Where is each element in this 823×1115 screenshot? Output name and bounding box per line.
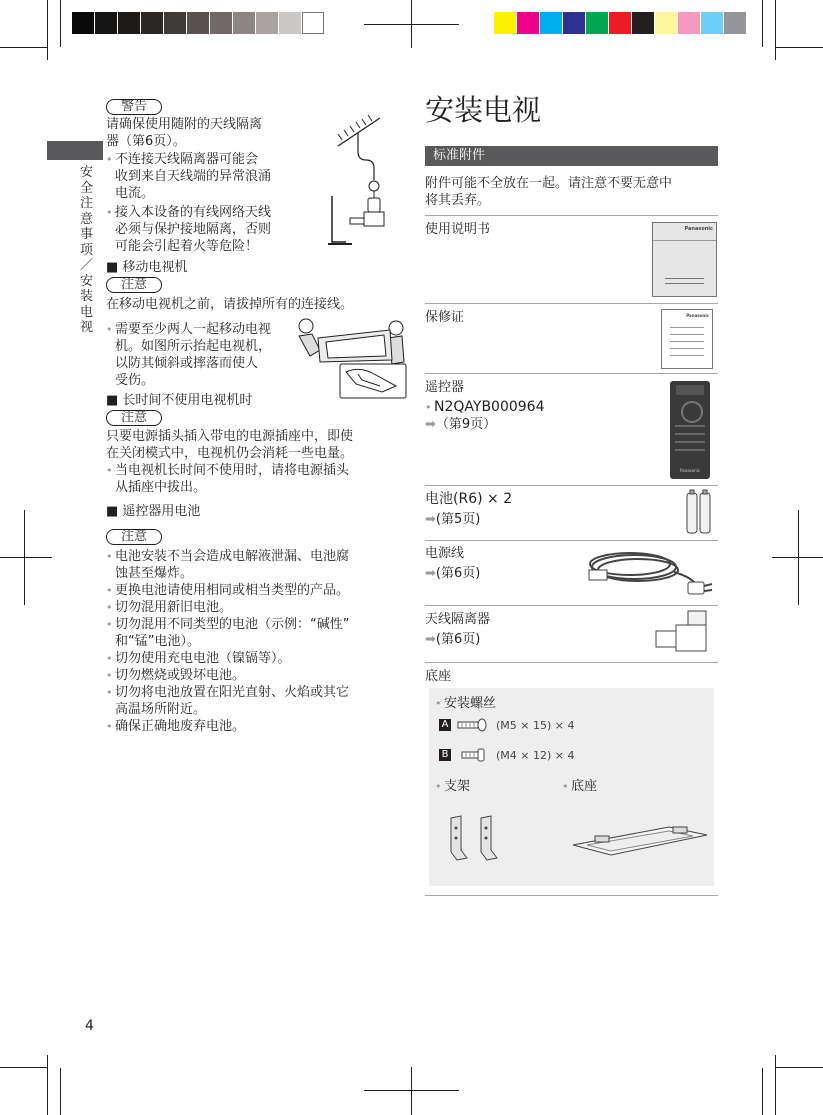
intro-text: 附件可能不全放在一起。请注意不要无意中 将其丢弃。 (425, 176, 673, 208)
battery-bullet: • 切勿燃烧或毁坏电池。 (106, 667, 245, 684)
crop-mark (798, 510, 799, 605)
item-power-cord: 电源线 (425, 546, 465, 561)
note-label: 注意 (106, 410, 162, 426)
battery-bullet: • 切勿混用不同类型的电池（示例：“碱性” 和“锰”电池）。 (106, 616, 349, 650)
warning-bullet: • 接入本设备的有线网络天线 必须与保护接地隔离，否则 可能会引起着火等危险！ (106, 204, 271, 255)
moving-tv-illustration (296, 316, 408, 400)
warning-bullet: • 不连接天线隔离器可能会 收到来自天线端的异常浪涌 电流。 (106, 151, 271, 202)
item-stand: 底座 (425, 669, 452, 684)
remote-battery-heading: ■ 遥控器用电池 (106, 504, 201, 519)
crop-mark (60, 1068, 61, 1115)
side-tab-block (47, 141, 103, 160)
crop-mark (60, 0, 61, 47)
crop-mark (762, 1068, 763, 1115)
base-label: • 底座 (562, 778, 597, 795)
crop-mark (47, 1055, 48, 1115)
warning-label: 警告 (106, 99, 162, 115)
battery-bullet: • 切勿混用新旧电池。 (106, 599, 232, 616)
section-header-bar (425, 146, 718, 166)
move-heading: ■ 移动电视机 (106, 260, 188, 275)
bracket-label: • 支架 (435, 778, 470, 795)
item-antenna-isolator: 天线隔离器 (425, 612, 491, 627)
divider (425, 215, 718, 216)
warning-text: 请确保使用随附的天线隔离 器（第6页）。 (106, 117, 263, 149)
screws-label: • 安装螺丝 (435, 695, 496, 712)
crop-mark (762, 0, 763, 47)
antenna-isolator-illustration (318, 108, 398, 248)
note-label: 注意 (106, 529, 162, 545)
battery-bullet: • 确保正确地废弃电池。 (106, 718, 245, 735)
screw-b-icon (461, 748, 489, 762)
page-title: 安装电视 (425, 93, 542, 127)
crop-mark (775, 1055, 776, 1115)
manual-image: Panasonic (652, 222, 717, 297)
power-cord-image (584, 542, 716, 600)
divider (425, 895, 718, 896)
battery-bullet: • 更换电池请使用相同或相当类型的产品。 (106, 582, 349, 599)
screw-b-letter: B (439, 749, 451, 761)
remote-model: • N2QAYB000964 (425, 399, 545, 416)
battery-bullet: • 切勿使用充电电池（镍镉等）。 (106, 650, 291, 667)
crop-mark (364, 1090, 459, 1091)
move-bullet: • 需要至少两人一起移动电视 机。如图所示抬起电视机， 以防其倾斜或摔落而使人 受伤。 (106, 321, 271, 389)
crop-mark (364, 24, 459, 25)
base-image (569, 821, 711, 859)
note-label: 注意 (106, 277, 162, 293)
isolator-ref: ➡(第6页) (425, 632, 481, 647)
screw-a-letter: A (439, 719, 451, 731)
unused-bullet: • 当电视机长时间不使用时，请将电源插头 从插座中拔出。 (106, 462, 349, 496)
warranty-image: Panasonic (661, 309, 713, 369)
item-warranty: 保修证 (425, 310, 465, 325)
divider (425, 662, 718, 663)
cord-ref: ➡(第6页) (425, 566, 481, 581)
battery-bullet: • 电池安装不当会造成电解液泄漏、电池腐 蚀甚至爆炸。 (106, 548, 349, 582)
battery-image (684, 489, 714, 535)
move-text: 在移动电视机之前，请拔掉所有的连接线。 (106, 297, 354, 312)
crop-mark (0, 557, 52, 558)
battery-bullet: • 切勿将电池放置在阳光直射、火焰或其它 高温场所附近。 (106, 684, 349, 718)
crop-mark (0, 47, 47, 48)
crop-mark (776, 1067, 823, 1068)
remote-image: Panasonic (670, 381, 710, 479)
unused-heading: ■ 长时间不使用电视机时 (106, 393, 253, 408)
screw-b-spec: (M4 × 12) × 4 (496, 749, 575, 762)
crop-mark (775, 0, 776, 60)
side-tab-label: 安全注意事项／安装电视 (80, 165, 94, 335)
bracket-image (447, 814, 503, 864)
battery-ref: ➡(第5页) (425, 512, 481, 527)
item-battery: 电池(R6) × 2 (425, 491, 513, 507)
stand-panel (429, 688, 714, 886)
crop-mark (0, 1067, 47, 1068)
isolator-image (654, 609, 712, 655)
crop-mark (776, 47, 823, 48)
remote-ref: ➡（第9页） (425, 417, 497, 432)
divider (425, 373, 718, 374)
crop-mark (24, 510, 25, 605)
divider (425, 605, 718, 606)
divider (425, 485, 718, 486)
page-number: 4 (85, 1018, 94, 1034)
item-remote: 遥控器 (425, 380, 465, 395)
section-header: 标准附件 (433, 148, 486, 163)
crop-mark (47, 0, 48, 60)
divider (425, 303, 718, 304)
unused-text: 只要电源插头插入带电的电源插座中，即使 在关闭模式中，电视机仍会消耗一些电量。 (106, 429, 354, 461)
divider (425, 540, 718, 541)
crop-mark (411, 1067, 412, 1115)
screw-a-icon (457, 718, 487, 732)
screw-a-spec: (M5 × 15) × 4 (496, 719, 575, 732)
item-manual: 使用说明书 (425, 222, 491, 237)
